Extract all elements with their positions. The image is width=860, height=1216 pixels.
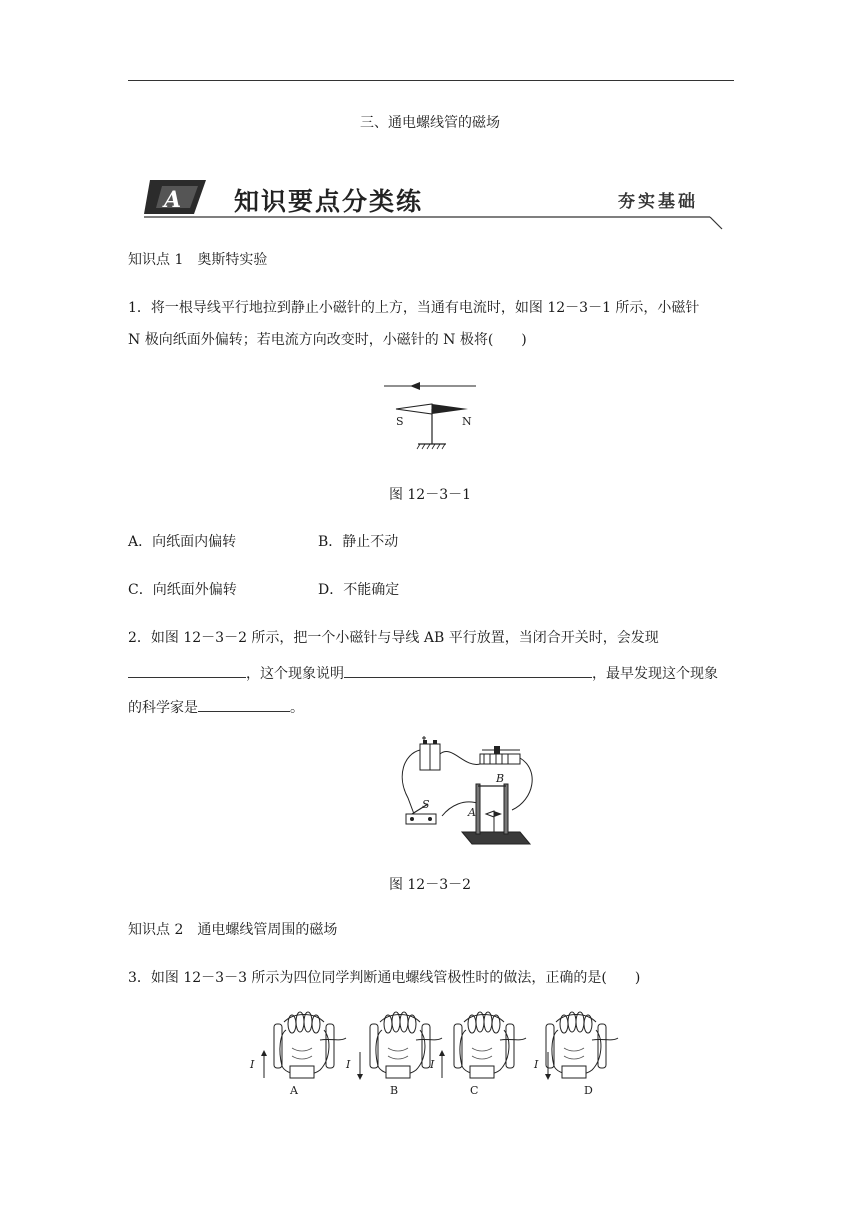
q2-line2	[128, 662, 718, 684]
hand-panel-c	[454, 1012, 526, 1078]
switch-s-label: S	[422, 798, 430, 811]
q2-line3-text-b: 。	[290, 700, 304, 716]
battery-icon	[420, 736, 440, 770]
needle-s-label: S	[396, 415, 404, 428]
knowledge-point-2: 知识点 2 通电螺线管周围的磁场	[128, 922, 338, 938]
q2-line2-text-b: ，最早发现这个现象	[592, 666, 718, 682]
q1-option-d: D．不能确定	[318, 582, 400, 598]
current-label-c: I	[430, 1058, 435, 1071]
panel-label-b: B	[390, 1084, 399, 1097]
knowledge-point-1: 知识点 1 奥斯特实验	[128, 252, 268, 268]
q2-line1: 2．如图 12－3－2 所示，把一个小磁针与导线 AB 平行放置，当闭合开关时，会发现	[128, 630, 659, 646]
current-label-a: I	[250, 1058, 255, 1071]
q2-line3-text-a: 的科学家是	[128, 700, 198, 716]
q2-line3	[128, 696, 304, 718]
banner-subtitle: 夯实基础	[618, 192, 698, 212]
panel-label-a: A	[290, 1084, 298, 1097]
q3-line1: 3．如图 12－3－3 所示为四位同学判断通电螺线管极性时的做法，正确的是( )	[128, 970, 641, 986]
q2-line2-text-a: ，这个现象说明	[246, 666, 344, 682]
header-rule	[128, 80, 734, 81]
q1-line1: 1．将一根导线平行地拉到静止小磁针的上方，当通有电流时，如图 12－3－1 所示，小磁针	[128, 300, 700, 316]
q1-line2: N 极向纸面外偏转；若电流方向改变时，小磁针的 N 极将( )	[128, 332, 527, 348]
q2-blank-1[interactable]	[128, 662, 246, 678]
panel-label-d: D	[584, 1084, 593, 1097]
panel-label-c: C	[470, 1084, 479, 1097]
current-label-d: I	[534, 1058, 539, 1071]
banner-title: 知识要点分类练	[234, 187, 424, 216]
rheostat-icon	[480, 746, 520, 764]
figure-12-3-2-caption: 图 12－3－2	[388, 877, 472, 893]
wire-a-label: A	[468, 806, 476, 819]
wire-b-label: B	[496, 772, 505, 785]
hand-panel-a	[274, 1012, 346, 1078]
figure-12-3-2	[384, 736, 544, 848]
section-banner	[144, 176, 734, 236]
q1-option-a: A．向纸面内偏转	[128, 534, 237, 550]
switch-icon	[406, 804, 436, 824]
q1-option-c: C．向纸面外偏转	[128, 582, 237, 598]
banner-badge: A	[164, 187, 182, 213]
q2-blank-3[interactable]	[198, 696, 290, 712]
needle-n-label: N	[462, 415, 472, 428]
figure-12-3-1	[380, 378, 480, 454]
section-title: 三、通电螺线管的磁场	[360, 115, 500, 131]
hand-panel-d	[546, 1012, 618, 1078]
figure-12-3-3	[244, 1010, 624, 1100]
q1-option-b: B．静止不动	[318, 534, 399, 550]
q2-blank-2[interactable]	[344, 662, 592, 678]
current-label-b: I	[346, 1058, 351, 1071]
figure-12-3-1-caption: 图 12－3－1	[388, 487, 472, 503]
